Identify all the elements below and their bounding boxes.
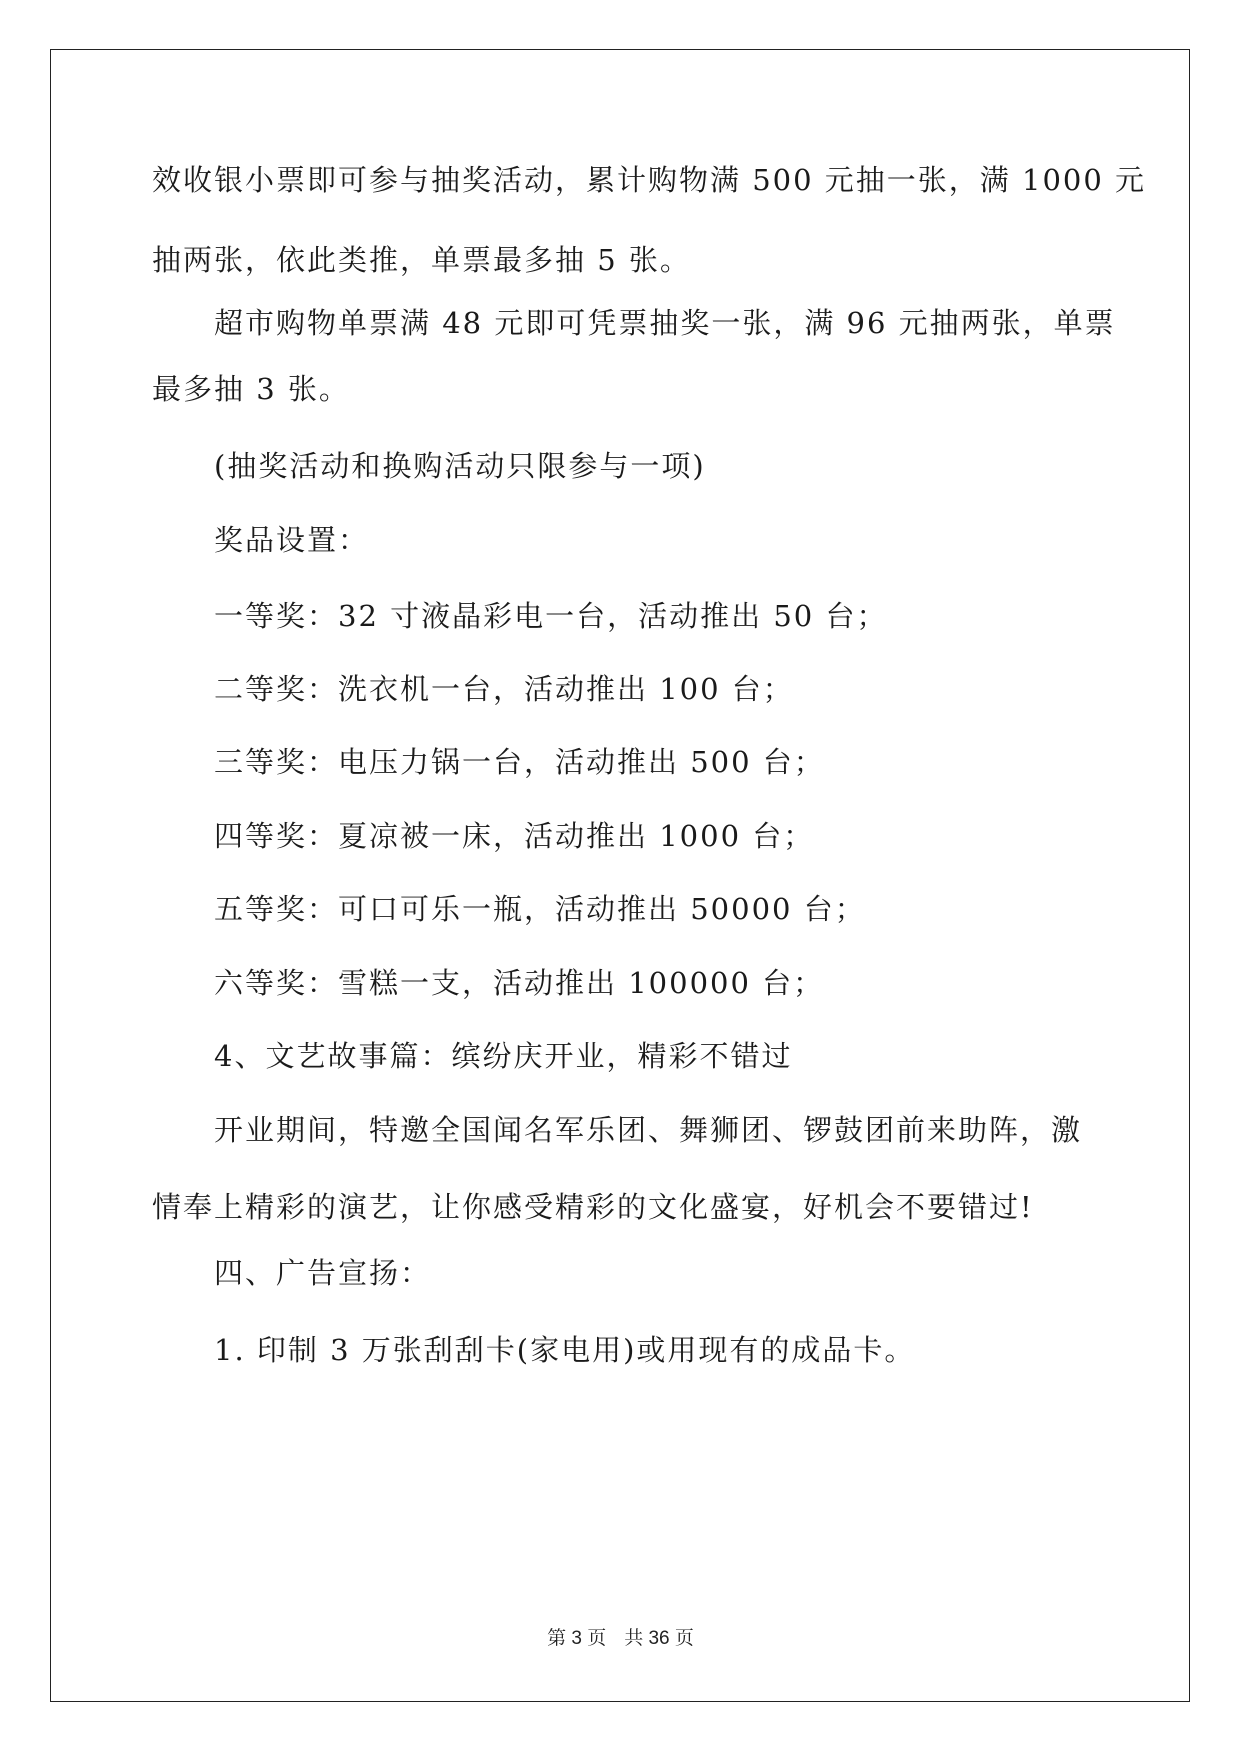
paragraph-line: 最多抽 3 张。 — [152, 372, 350, 406]
section-heading: 奖品设置： — [214, 523, 370, 557]
paragraph-line: 效收银小票即可参与抽奖活动，累计购物满 500 元抽一张，满 1000 元 — [152, 163, 1147, 197]
prize-item: 四等奖：夏凉被一床，活动推出 1000 台； — [214, 819, 815, 853]
page-number: 第 3 页 — [547, 1628, 607, 1649]
prize-item: 三等奖：电压力锅一台，活动推出 500 台； — [214, 745, 825, 779]
paragraph-line: (抽奖活动和换购活动只限参与一项) — [214, 449, 706, 483]
paragraph-line: 抽两张，依此类推，单票最多抽 5 张。 — [152, 243, 691, 277]
paragraph-line: 1. 印制 3 万张刮刮卡(家电用)或用现有的成品卡。 — [214, 1333, 916, 1367]
paragraph-line: 情奉上精彩的演艺，让你感受精彩的文化盛宴，好机会不要错过! — [152, 1190, 1034, 1224]
page-border — [50, 49, 1190, 1702]
prize-item: 五等奖：可口可乐一瓶，活动推出 50000 台； — [214, 892, 866, 926]
page-total: 共 36 页 — [624, 1628, 694, 1649]
paragraph-line: 开业期间，特邀全国闻名军乐团、舞狮团、锣鼓团前来助阵，激 — [214, 1113, 1083, 1147]
section-heading: 四、广告宣扬： — [214, 1256, 432, 1290]
prize-item: 二等奖：洗衣机一台，活动推出 100 台； — [214, 672, 794, 706]
section-heading: 4、文艺故事篇：缤纷庆开业，精彩不错过 — [214, 1039, 793, 1073]
prize-item: 六等奖：雪糕一支，活动推出 100000 台； — [214, 966, 825, 1000]
paragraph-line: 超市购物单票满 48 元即可凭票抽奖一张，满 96 元抽两张，单票 — [214, 306, 1116, 340]
page-footer — [0, 1623, 1241, 1650]
prize-item: 一等奖：32 寸液晶彩电一台，活动推出 50 台； — [214, 599, 888, 633]
